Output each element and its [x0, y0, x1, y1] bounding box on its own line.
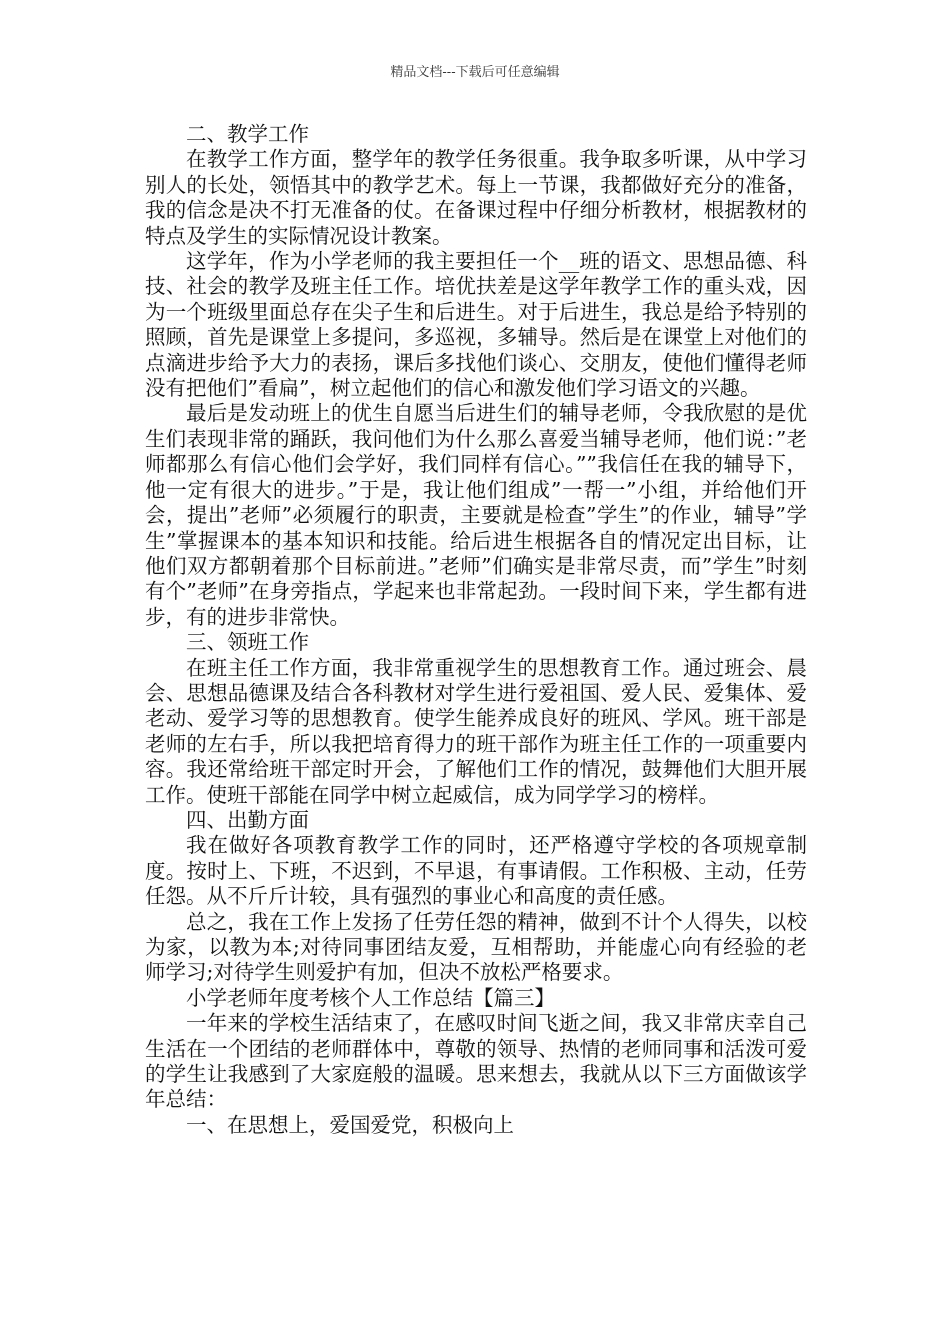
- page-header: 精品文档---下载后可任意编辑: [390, 65, 560, 80]
- paragraph: 一年来的学校生活结束了，在感叹时间飞逝之间，我又非常庆幸自己生活在一个团结的老师群体中，尊敬的领导、热情的老师同事和活泼可爱的学生让我感到了大家庭般的温暖。思来想去，我就从以下三方面做该学年总结：: [145, 1011, 807, 1112]
- paragraph: 在教学工作方面，整学年的教学任务很重。我争取多听课，从中学习别人的长处，领悟其中的教学艺术。每上一节课，我都做好充分的准备，我的信念是决不打无准备的仗。在备课过程中仔细分析教材，根据教材的特点及学生的实际情况设计教案。: [145, 147, 807, 248]
- section-heading-teaching: 二、教学工作: [186, 122, 309, 146]
- paragraph: 最后是发动班上的优生自愿当后进生们的辅导老师，令我欣慰的是优生们表现非常的踊跃，我问他们为什么那么喜爱当辅导老师，他们说：”老师都那么有信心他们会学好，我们同样有信心。””我信任在我的辅导下，他一定有很大的进步。”于是，我让他们组成”一帮一”小组，并给他们开会，提出”老师”必须履行的职责，主要就是检查”学生”的作业，辅导”学生”掌握课本的基本知识和技能。给后进生根据各自的情况定出目标，让他们双方都朝着那个目标前进。”老师”们确实是非常尽责，而”学生”时刻有个”老师”在身旁指点，学起来也非常起劲。一段时间下来，学生都有进步，有的进步非常快。: [145, 401, 807, 629]
- section-heading-attendance: 四、出勤方面: [186, 807, 309, 832]
- document-body: [145, 122, 807, 1138]
- paragraph: 在班主任工作方面，我非常重视学生的思想教育工作。通过班会、晨会、思想品德课及结合各科教材对学生进行爱祖国、爱人民、爱集体、爱老动、爱学习等的思想教育。使学生能养成良好的班风、学风。班干部是老师的左右手，所以我把培育得力的班干部作为班主任工作的一项重要内容。我还常给班干部定时开会，了解他们工作的情况，鼓舞他们大胆开展工作。使班干部能在同学中树立起威信，成为同学学习的榜样。: [145, 655, 807, 807]
- section-heading-class-leading: 三、领班工作: [186, 630, 309, 655]
- paragraph: 这学年，作为小学老师的我主要担任一个__班的语文、思想品德、科技、社会的教学及班主任工作。培优扶差是这学年教学工作的重头戏，因为一个班级里面总存在尖子生和后进生。对于后进生，我总是给予特别的照顾，首先是课堂上多提问，多巡视，多辅导。然后是在课堂上对他们的点滴进步给予大力的表扬，课后多找他们谈心、交朋友，使他们懂得老师没有把他们”看扁”，树立起他们的信心和激发他们学习语文的兴趣。: [145, 249, 807, 401]
- paragraph: 我在做好各项教育教学工作的同时，还严格遵守学校的各项规章制度。按时上、下班，不迟到，不早退，有事请假。工作积极、主动，任劳任怨。从不斤斤计较，具有强烈的事业心和高度的责任感。: [145, 833, 807, 909]
- paragraph: 总之，我在工作上发扬了任劳任怨的精神，做到不计个人得失，以校为家，以教为本;对待同事团结友爱，互相帮助，并能虚心向有经验的老师学习;对待学生则爱护有加，但决不放松严格要求。: [145, 909, 807, 985]
- section-heading-ideology: 一、在思想上，爱国爱党，积极向上: [186, 1112, 514, 1137]
- article-title-part-three: 小学老师年度考核个人工作总结【篇三】: [186, 985, 555, 1010]
